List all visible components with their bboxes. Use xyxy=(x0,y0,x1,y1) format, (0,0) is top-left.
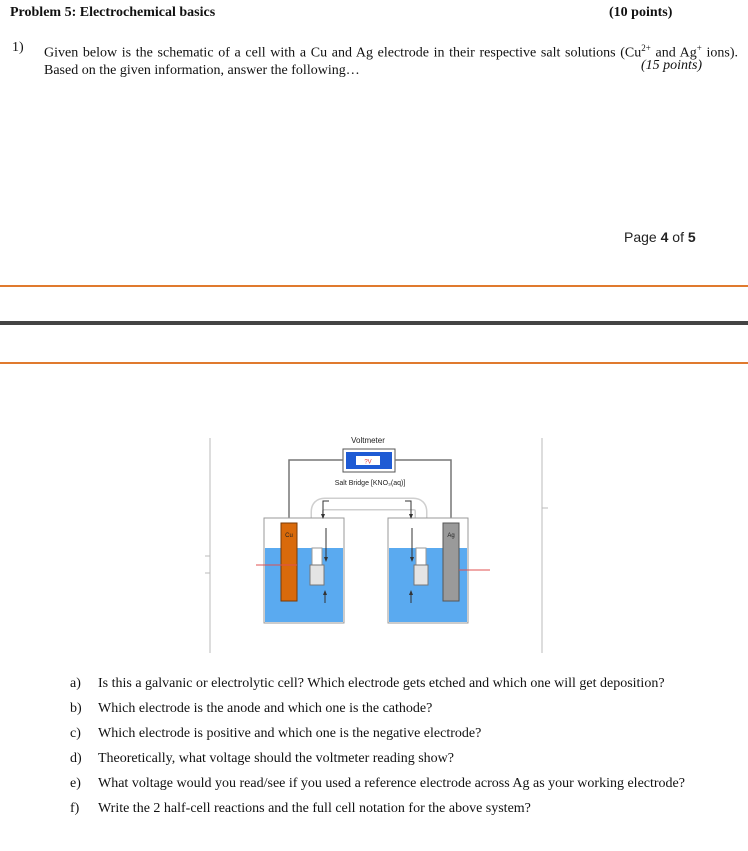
item-label: f) xyxy=(70,801,80,816)
item-text: Is this a galvanic or electrolytic cell? Which electrode gets etched and which one will get deposition? xyxy=(98,676,665,691)
page-total: 5 xyxy=(687,229,696,245)
question-number: 1) xyxy=(12,40,24,55)
orange-divider-bottom xyxy=(0,362,748,364)
item-text: Write the 2 half-cell reactions and the full cell notation for the above system? xyxy=(98,801,531,816)
copper-label: Cu xyxy=(285,533,293,539)
question-text xyxy=(44,40,738,79)
problem-points: (10 points) xyxy=(609,5,673,20)
item-text: Which electrode is the anode and which one is the cathode? xyxy=(98,701,433,716)
voltmeter-label: Voltmeter xyxy=(351,436,385,445)
salt-bridge-leg-right xyxy=(416,548,426,565)
gray-divider xyxy=(0,321,748,325)
subquestion-list xyxy=(70,675,740,825)
question-points: (15 points) xyxy=(641,58,703,73)
orange-divider-top xyxy=(0,285,748,287)
salt-bridge-plug-left xyxy=(310,565,324,585)
question-text-part2: and Ag xyxy=(650,45,697,61)
solution-left xyxy=(265,548,343,622)
salt-bridge-plug-right xyxy=(414,565,428,585)
list-item xyxy=(70,750,740,767)
page-prefix: Page xyxy=(624,229,661,245)
cell-schematic xyxy=(200,428,560,658)
item-label: e) xyxy=(70,776,81,791)
question-text-part3: ions). Based on the given information, answer the following… xyxy=(44,45,738,78)
question-text-part1: Given below is the schematic of a cell with a Cu and Ag electrode in their respective salt solutions (Cu xyxy=(44,45,642,61)
voltmeter-reading: ?V xyxy=(364,459,372,466)
item-label: d) xyxy=(70,751,82,766)
ag-charge: + xyxy=(696,43,702,53)
item-label: a) xyxy=(70,676,81,691)
list-item xyxy=(70,675,740,692)
list-item xyxy=(70,700,740,717)
page-middle: of xyxy=(668,229,688,245)
item-text: Which electrode is positive and which one is the negative electrode? xyxy=(98,726,482,741)
item-text: Theoretically, what voltage should the voltmeter reading show? xyxy=(98,751,454,766)
page-current: 4 xyxy=(660,229,669,245)
item-text: What voltage would you read/see if you used a reference electrode across Ag as your working electrode? xyxy=(98,776,685,791)
problem-title: Problem 5: Electrochemical basics xyxy=(10,5,216,20)
cu-charge: 2+ xyxy=(641,43,651,53)
list-item xyxy=(70,800,740,817)
item-label: c) xyxy=(70,726,81,741)
item-label: b) xyxy=(70,701,82,716)
list-item xyxy=(70,725,740,742)
salt-bridge-label: Salt Bridge [KNO₃(aq)] xyxy=(334,480,406,487)
list-item xyxy=(70,775,740,792)
salt-bridge-leg-left xyxy=(312,548,322,565)
silver-label: Ag xyxy=(447,533,455,539)
page-number xyxy=(624,229,696,245)
